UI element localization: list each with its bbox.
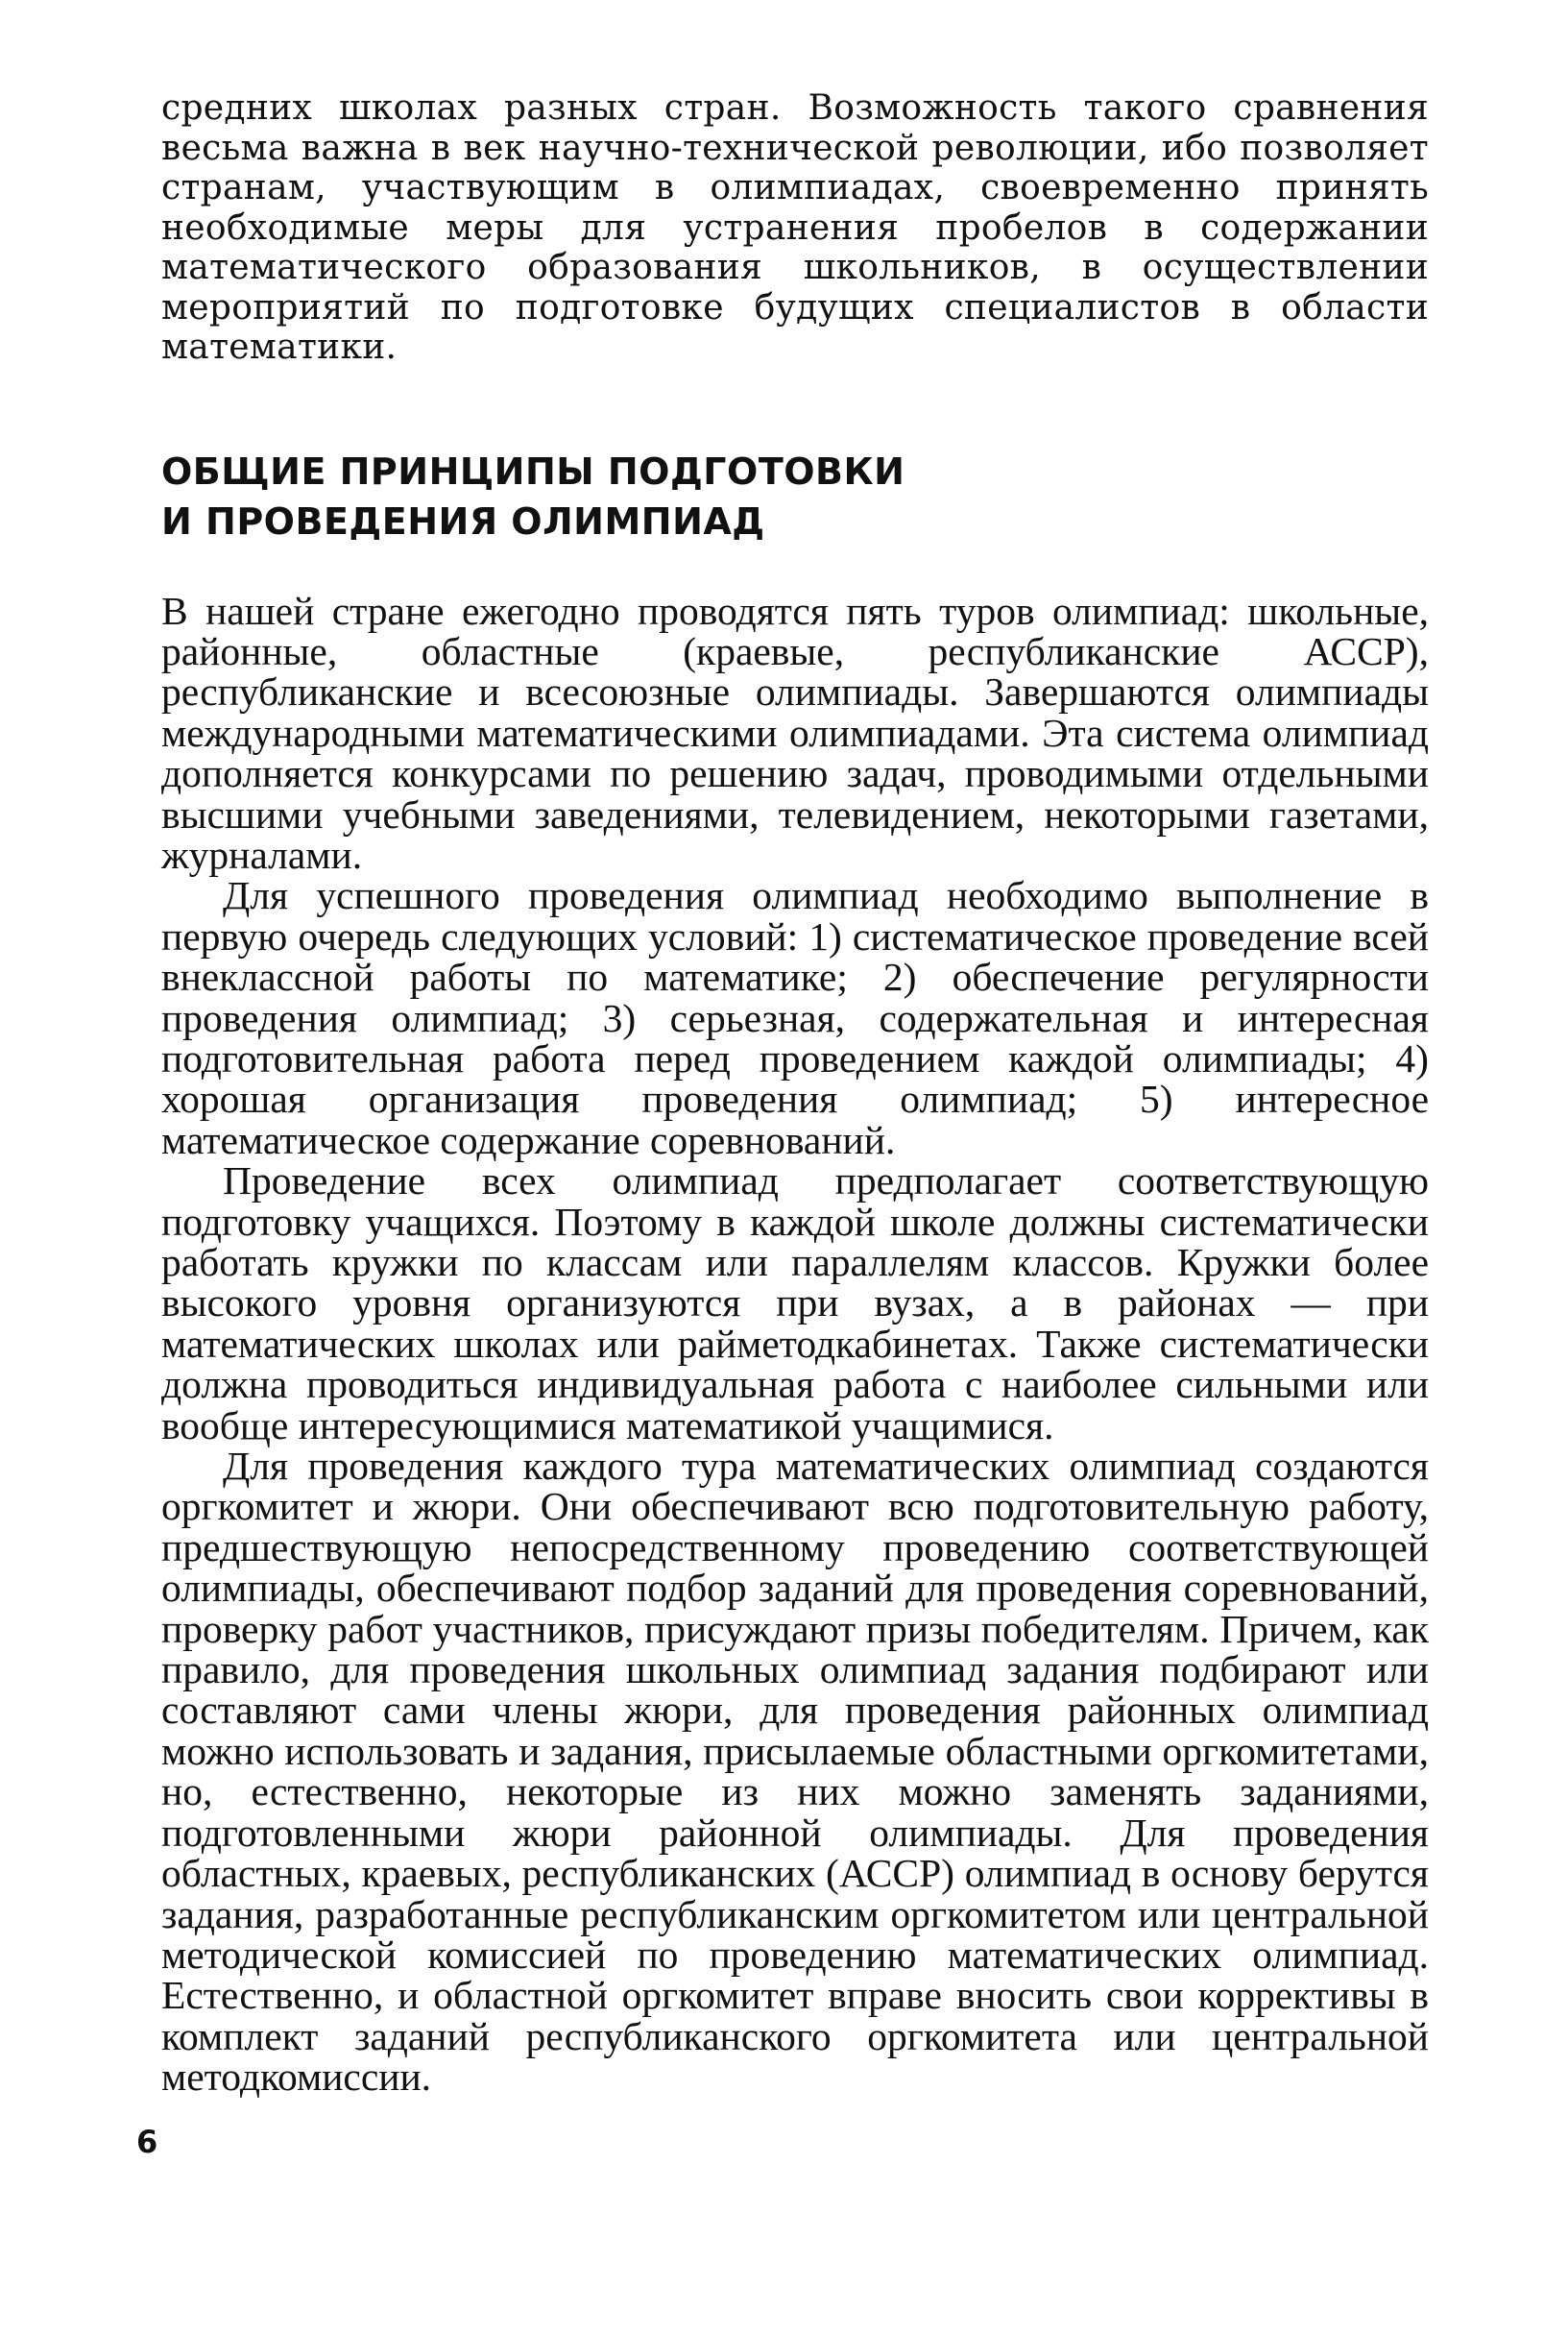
section-heading: [161, 447, 1429, 547]
page-content: [161, 88, 1429, 2098]
section-heading-line-1: ОБЩИЕ ПРИНЦИПЫ ПОДГОТОВКИ: [161, 450, 905, 493]
paragraph-1: В нашей стране ежегодно проводятся пять туров олимпиад: школьные, районные, областные (краевые, республиканские АССР), республиканские и всесоюзные олимпиады. Завершаются олимпиады международными математическими олимпиадами. Эта система олимпиад дополняется конкурсами по решению задач, проводимыми отдельными высшими учебными заведениями, телевидением, некоторыми газетами, журналами.: [161, 588, 1429, 877]
paragraph-2: Для успешного проведения олимпиад необходимо выполнение в первую очередь следующих условий: 1) систематическое проведение всей внеклассной работы по математике; 2) обеспечение регулярности проведения олимпиад; 3) серьезная, содержательная и интересная подготовительная работа перед проведением каждой олимпиады; 4) хорошая организация проведения олимпиад; 5) интересное математическое содержание соревнований.: [161, 873, 1429, 1162]
page-number: 6: [136, 2124, 158, 2160]
section-heading-line-2: И ПРОВЕДЕНИЯ ОЛИМПИАД: [161, 499, 765, 543]
intro-paragraph: средних школах разных стран. Возможность такого сравнения весьма важна в век научно-технической революции, ибо позволяет странам, участвующим в олимпиадах, своевременно принять необходимые меры для устранения пробелов в содержании математического образования школьников, в осуществлении мероприятий по подготовке будущих специалистов в области математики.: [161, 88, 1429, 367]
paragraph-3: Проведение всех олимпиад предполагает соответствующую подготовку учащихся. Поэтому в каждой школе должны систематически работать кружки по классам или параллелям классов. Кружки более высокого уровня организуются при вузах, а в районах — при математических школах или райметодкабинетах. Также систематически должна проводиться индивидуальная работа с наиболее сильными или вообще интересующимися математикой учащимися.: [161, 1158, 1429, 1447]
paragraph-4: Для проведения каждого тура математических олимпиад создаются оргкомитет и жюри. Они обеспечивают всю подготовительную работу, предшествующую непосредственному проведению соответствующей олимпиады, обеспечивают подбор заданий для проведения соревнований, проверку работ участников, присуждают призы победителям. Причем, как правило, для проведения школьных олимпиад задания подбирают или составляют сами члены жюри, для проведения районных олимпиад можно использовать и задания, присылаемые областными оргкомитетами, но, естественно, некоторые из них можно заменять заданиями, подготовленными жюри районной олимпиады. Для проведения областных, краевых, республиканских (АССР) олимпиад в основу берутся задания, разработанные республиканским оргкомитетом или центральной методической комиссией по проведению математических олимпиад. Естественно, и областной оргкомитет вправе вносить свои коррективы в комплект заданий республиканского оргкомитета или центральной методкомиссии.: [161, 1444, 1429, 2100]
body-text: [161, 588, 1429, 2100]
